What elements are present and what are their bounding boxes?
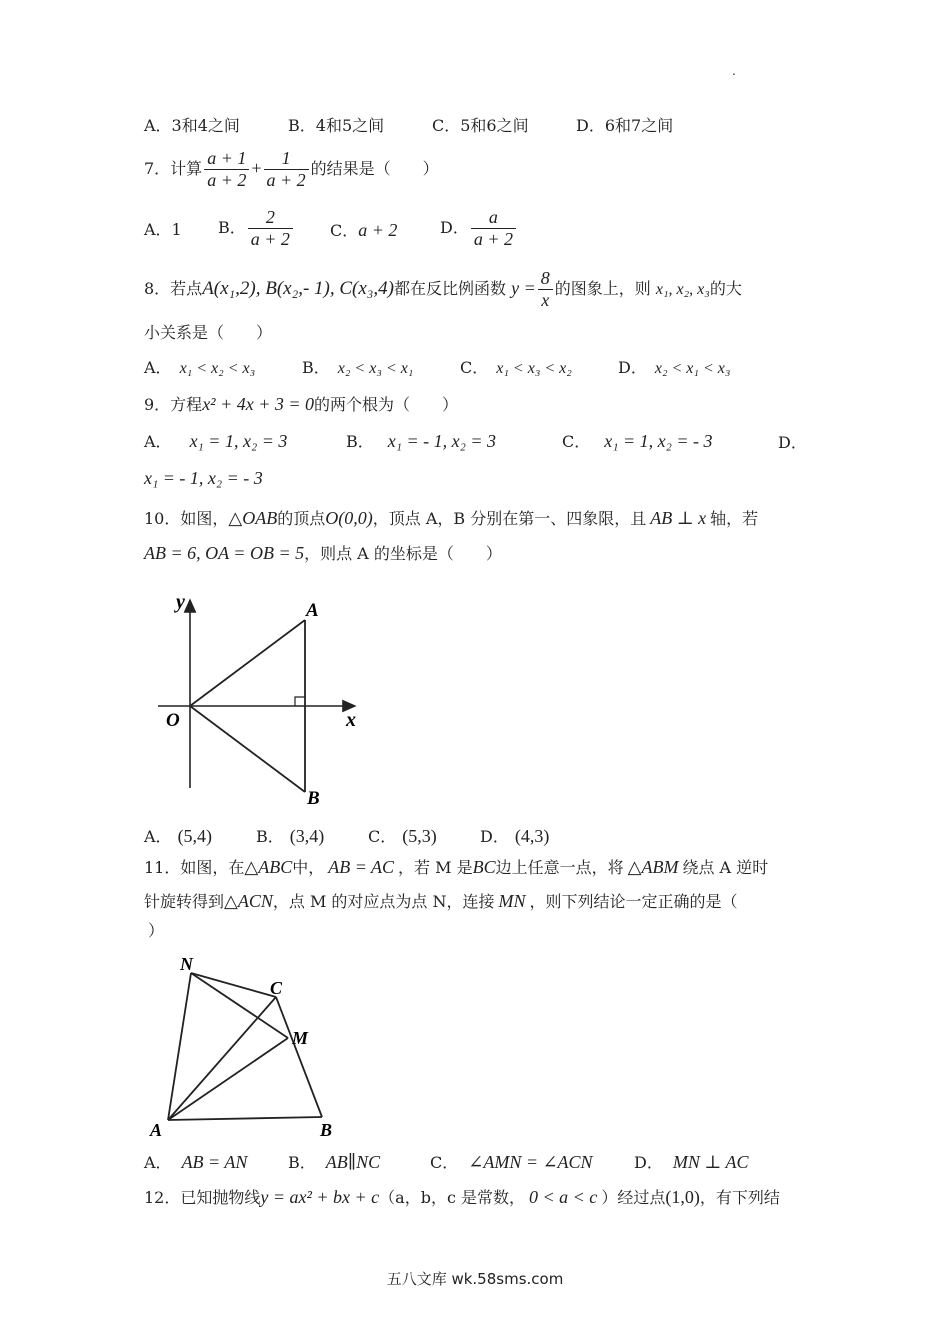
footer-watermark: 五八文库 wk.58sms.com [386,1270,564,1288]
q7-option-b: B． $\frac{2}{a + 2}$ [218,207,295,250]
segment-ab [168,1117,322,1120]
q9-option-b: B． x₁ = - 1, x₂ = 3 [346,431,497,451]
label-y: y [176,591,185,613]
label-b: B [307,788,320,809]
q7-option-c: C．a + 2 [330,220,398,240]
label-c: C [270,978,283,998]
q10-option-c: C． (5,3) [368,826,437,846]
q7-suffix: 的结果是（ ） [310,159,439,178]
segment-nc [191,973,276,997]
q8-option-b: B． x₂ < x₃ < x₁ [302,358,414,377]
q10-line1: 10．如图，△OAB的顶点O(0,0)，顶点 A，B 分别在第一、四象限，且 AB ⊥ x 轴，若 [144,508,759,528]
q8-option-d: D． x₂ < x₁ < x₃ [618,358,731,377]
q8-points: A(x₁,2), B(x₂,- 1), C(x₃,4) [202,278,394,299]
q9-equation: x² + 4x + 3 = 0 [202,394,315,414]
q10-line2: AB = 6, OA = OB = 5，则点 A 的坐标是（ ） [144,543,502,563]
q11-option-a: A． AB = AN [144,1152,248,1172]
q11-line3: ） [148,921,165,940]
q6-option-a: A．3和4之间 [144,116,240,135]
q7-plus: + [251,158,262,178]
q7-option-d: D． $\frac{a}{a + 2}$ [440,207,518,250]
q6-option-d: D．6和7之间 [576,116,674,135]
right-angle-mark [295,697,305,706]
label-n: N [180,954,193,974]
segment-am [168,1038,288,1120]
q7-option-a: A．1 [144,220,182,239]
q11-option-c: C． ∠AMN = ∠ACN [430,1152,593,1172]
q12-stem: 12．已知抛物线y = ax² + bx + c（a，b，c 是常数， 0 < a < c ）经过点(1,0)，有下列结 [144,1187,780,1207]
q11-option-b: B． AB∥NC [288,1152,381,1172]
q9-option-a: A． x₁ = 1, x₂ = 3 [144,431,288,451]
label-b: B [320,1120,333,1140]
q8-vars: x₁, x₂, x₃ [655,281,710,298]
q9-option-d-expr: x₁ = - 1, x₂ = - 3 [144,468,263,488]
label-a: A [150,1120,163,1140]
segment-ob [190,706,305,792]
q8-option-c: C． x₁ < x₃ < x₂ [460,358,572,377]
q6-option-c: C．5和6之间 [432,116,529,135]
q9-stem: 9．方程x² + 4x + 3 = 0的两个根为（ ） [144,394,459,414]
label-a: A [306,600,319,621]
segment-cb [276,997,322,1117]
q11-line2: 针旋转得到△ACN，点 M 的对应点为点 N，连接 MN ，则下列结论一定正确的是（ [144,891,738,911]
q11-option-d: D． MN ⊥ AC [634,1152,749,1172]
q10-option-b: B． (3,4) [256,826,325,846]
q6-option-b: B．4和5之间 [288,116,385,135]
page-dot: . [732,64,736,78]
q8-line2: 小关系是（ ） [144,323,273,342]
q9-option-d-label: D． [778,433,807,452]
q8-stem: 8．若点A(x₁,2), B(x₂,- 1), C(x₃,4)都在反比例函数 y = $\frac{8}{x}$ 的图象上，则 x₁, x₂, x₃的大 [144,268,742,310]
q10-figure [150,588,380,810]
label-x: x [346,709,356,731]
label-m: M [292,1028,309,1048]
q9-option-c: C． x₁ = 1, x₂ = - 3 [562,431,713,451]
q7-frac1: $\frac{a + 1}{a + 2}$ [204,148,249,191]
q10-option-a: A． (5,4) [144,826,213,846]
q7-prefix: 7．计算 [144,159,203,178]
q7-stem [144,148,439,191]
segment-oa [190,620,305,706]
q11-line1: 11．如图，在△ABC中， AB = AC ，若 M 是BC边上任意一点，将 △ABM 绕点 A 逆时 [144,857,769,877]
q8-option-a: A． x₁ < x₂ < x₃ [144,358,256,377]
q7-frac2: $\frac{1}{a + 2}$ [264,148,309,191]
label-o: O [166,710,180,731]
q11-figure [146,950,346,1142]
q10-option-d: D． (4,3) [480,826,550,846]
q8-func-frac: $\frac{8}{x}$ [538,268,553,311]
